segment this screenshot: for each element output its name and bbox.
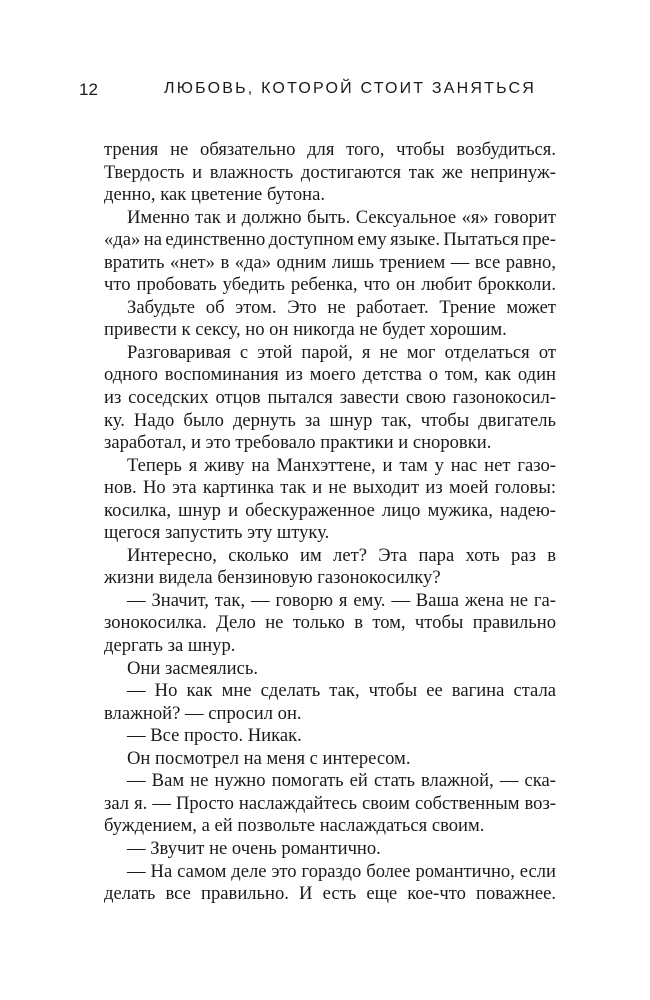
body-text [104,139,556,906]
text-line: из соседских отцов пытался завести свою газонокосил- [104,387,556,409]
text-line: буждением, а ей позвольте наслаждаться своим. [104,815,485,837]
text-line: жизни видела бензиновую газонокосилку? [104,567,441,589]
text-line: что пробовать убедить ребенка, что он любит брокколи. [104,274,556,296]
text-line: Твердость и влажность достигаются так же непринуж- [104,161,556,183]
page-number: 12 [79,80,98,99]
text-line: Они засмеялись. [127,657,259,679]
text-line: — Значит, так, — говорю я ему. — Ваша жена не га- [127,589,556,611]
text-line: нов. Но эта картинка так и не выходит из моей головы: [104,477,556,499]
text-line: влажной? — спросил он. [104,702,302,724]
text-line: Он посмотрел на меня с интересом. [127,747,411,769]
text-line: — Вам не нужно помогать ей стать влажной, — ска- [127,770,556,792]
text-line: щегося запустить эту штуку. [104,522,330,544]
text-line: трения не обязательно для того, чтобы возбудиться. [104,139,556,160]
text-line: — Звучит не очень романтично. [127,837,381,859]
text-line: Забудьте об этом. Это не работает. Трение может [127,296,556,318]
text-line: зал я. — Просто наслаждайтесь своим собственным воз- [104,792,556,814]
text-line: денно, как цветение бутона. [104,184,326,206]
text-line: косилка, шнур и обескураженное лицо мужика, надею- [104,499,556,521]
text-line: одного воспоминания из моего детства о том, как один [104,364,556,386]
text-line: вратить «нет» в «да» одним лишь трением — все равно, [104,251,556,273]
text-line: Именно так и должно быть. Сексуальное «я» говорит [127,206,556,228]
text-line: «да» на единственно доступном ему языке. Пытаться пре- [104,229,556,251]
text-line: Теперь я живу на Манхэттене, и там у нас нет газо- [127,454,556,476]
text-line: заработал, и это требовало практики и сноровки. [104,432,492,454]
text-line: — Но как мне сделать так, чтобы ее вагина стала [127,680,556,702]
running-title: ЛЮБОВЬ, КОТОРОЙ СТОИТ ЗАНЯТЬСЯ [164,80,537,97]
text-line: ку. Надо было дернуть за шнур так, чтобы двигатель [104,409,556,431]
text-line: дергать за шнур. [104,635,236,657]
text-line: — Все просто. Никак. [127,725,302,747]
text-line: зонокосилка. Дело не только в том, чтобы правильно [104,612,556,634]
text-line: Разговаривая с этой парой, я не мог отделаться от [127,341,556,363]
text-line: Интересно, сколько им лет? Эта пара хоть раз в [127,544,556,566]
text-line: — На самом деле это гораздо более романтично, если [127,860,556,882]
text-line: привести к сексу, но он никогда не будет хорошим. [104,319,507,341]
text-line: делать все правильно. И есть еще кое-что поважнее. [104,883,556,905]
